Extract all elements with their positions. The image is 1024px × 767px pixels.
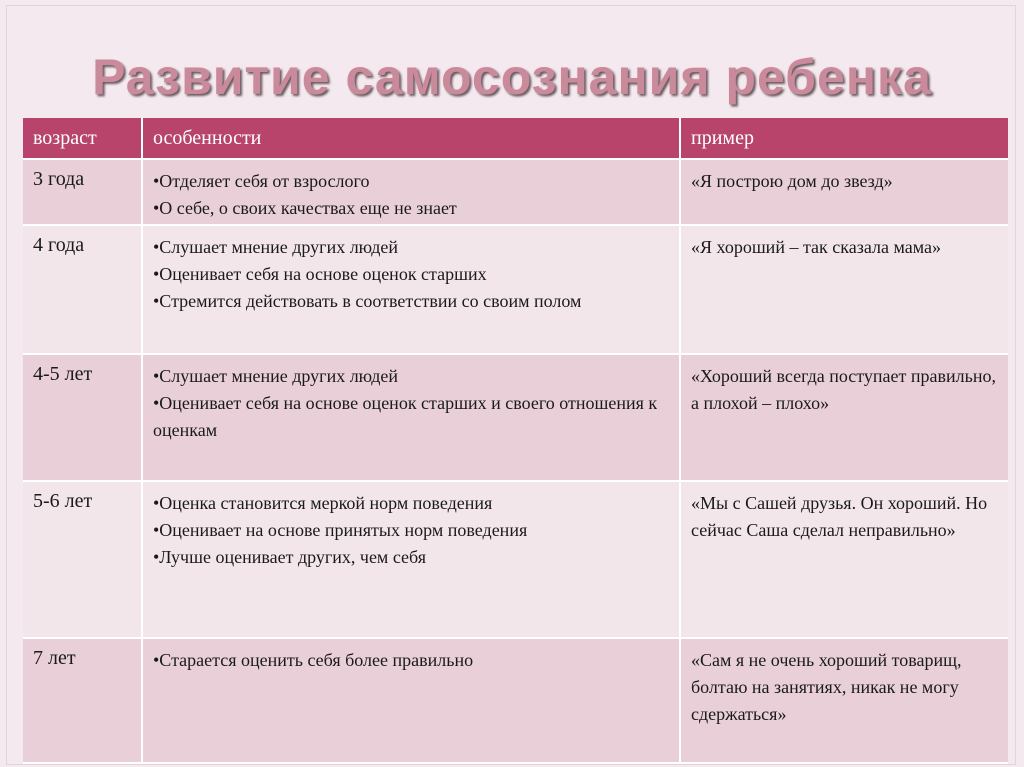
table-row bbox=[23, 354, 1008, 481]
age-cell: 5-6 лет bbox=[23, 481, 142, 638]
features-cell bbox=[142, 225, 680, 354]
feature-item: •Оценивает себя на основе оценок старших bbox=[153, 264, 487, 284]
age-cell: 4-5 лет bbox=[23, 354, 142, 481]
feature-item: •Стремится действовать в соответствии со своим полом bbox=[153, 291, 582, 311]
feature-item: •Слушает мнение других людей bbox=[153, 237, 398, 257]
feature-item: •О себе, о своих качествах еще не знает bbox=[153, 198, 457, 218]
feature-item: •Оценка становится меркой норм поведения bbox=[153, 493, 493, 513]
header-example: пример bbox=[680, 118, 1008, 159]
feature-item: •Старается оценить себя более правильно bbox=[153, 650, 474, 670]
example-cell: «Сам я не очень хороший товарищ, болтаю на занятиях, никак не могу сдержаться» bbox=[680, 638, 1008, 763]
example-cell: «Мы с Сашей друзья. Он хороший. Но сейчас Саша сделал неправильно» bbox=[680, 481, 1008, 638]
example-cell: «Хороший всегда поступает правильно, а плохой – плохо» bbox=[680, 354, 1008, 481]
header-features: особенности bbox=[142, 118, 680, 159]
age-cell: 7 лет bbox=[23, 638, 142, 763]
feature-item: •Слушает мнение других людей bbox=[153, 366, 398, 386]
header-age: возраст bbox=[23, 118, 142, 159]
table-row bbox=[23, 638, 1008, 763]
age-cell: 4 года bbox=[23, 225, 142, 354]
features-cell bbox=[142, 354, 680, 481]
feature-item: •Отделяет себя от взрослого bbox=[153, 171, 370, 191]
page-title: Развитие самосознания ребенка bbox=[92, 49, 932, 105]
table-row bbox=[23, 481, 1008, 638]
example-cell: «Я хороший – так сказала мама» bbox=[680, 225, 1008, 354]
table-row bbox=[23, 159, 1008, 225]
feature-item: •Оценивает на основе принятых норм поведения bbox=[153, 520, 528, 540]
development-table bbox=[23, 118, 1008, 764]
table-header-row bbox=[23, 118, 1008, 159]
table-row bbox=[23, 225, 1008, 354]
feature-item: •Оценивает себя на основе оценок старших и своего отношения к оценкам bbox=[153, 393, 658, 440]
example-cell: «Я построю дом до звезд» bbox=[680, 159, 1008, 225]
features-cell bbox=[142, 638, 680, 763]
features-cell bbox=[142, 481, 680, 638]
feature-item: •Лучше оценивает других, чем себя bbox=[153, 547, 427, 567]
features-cell bbox=[142, 159, 680, 225]
age-cell: 3 года bbox=[23, 159, 142, 225]
